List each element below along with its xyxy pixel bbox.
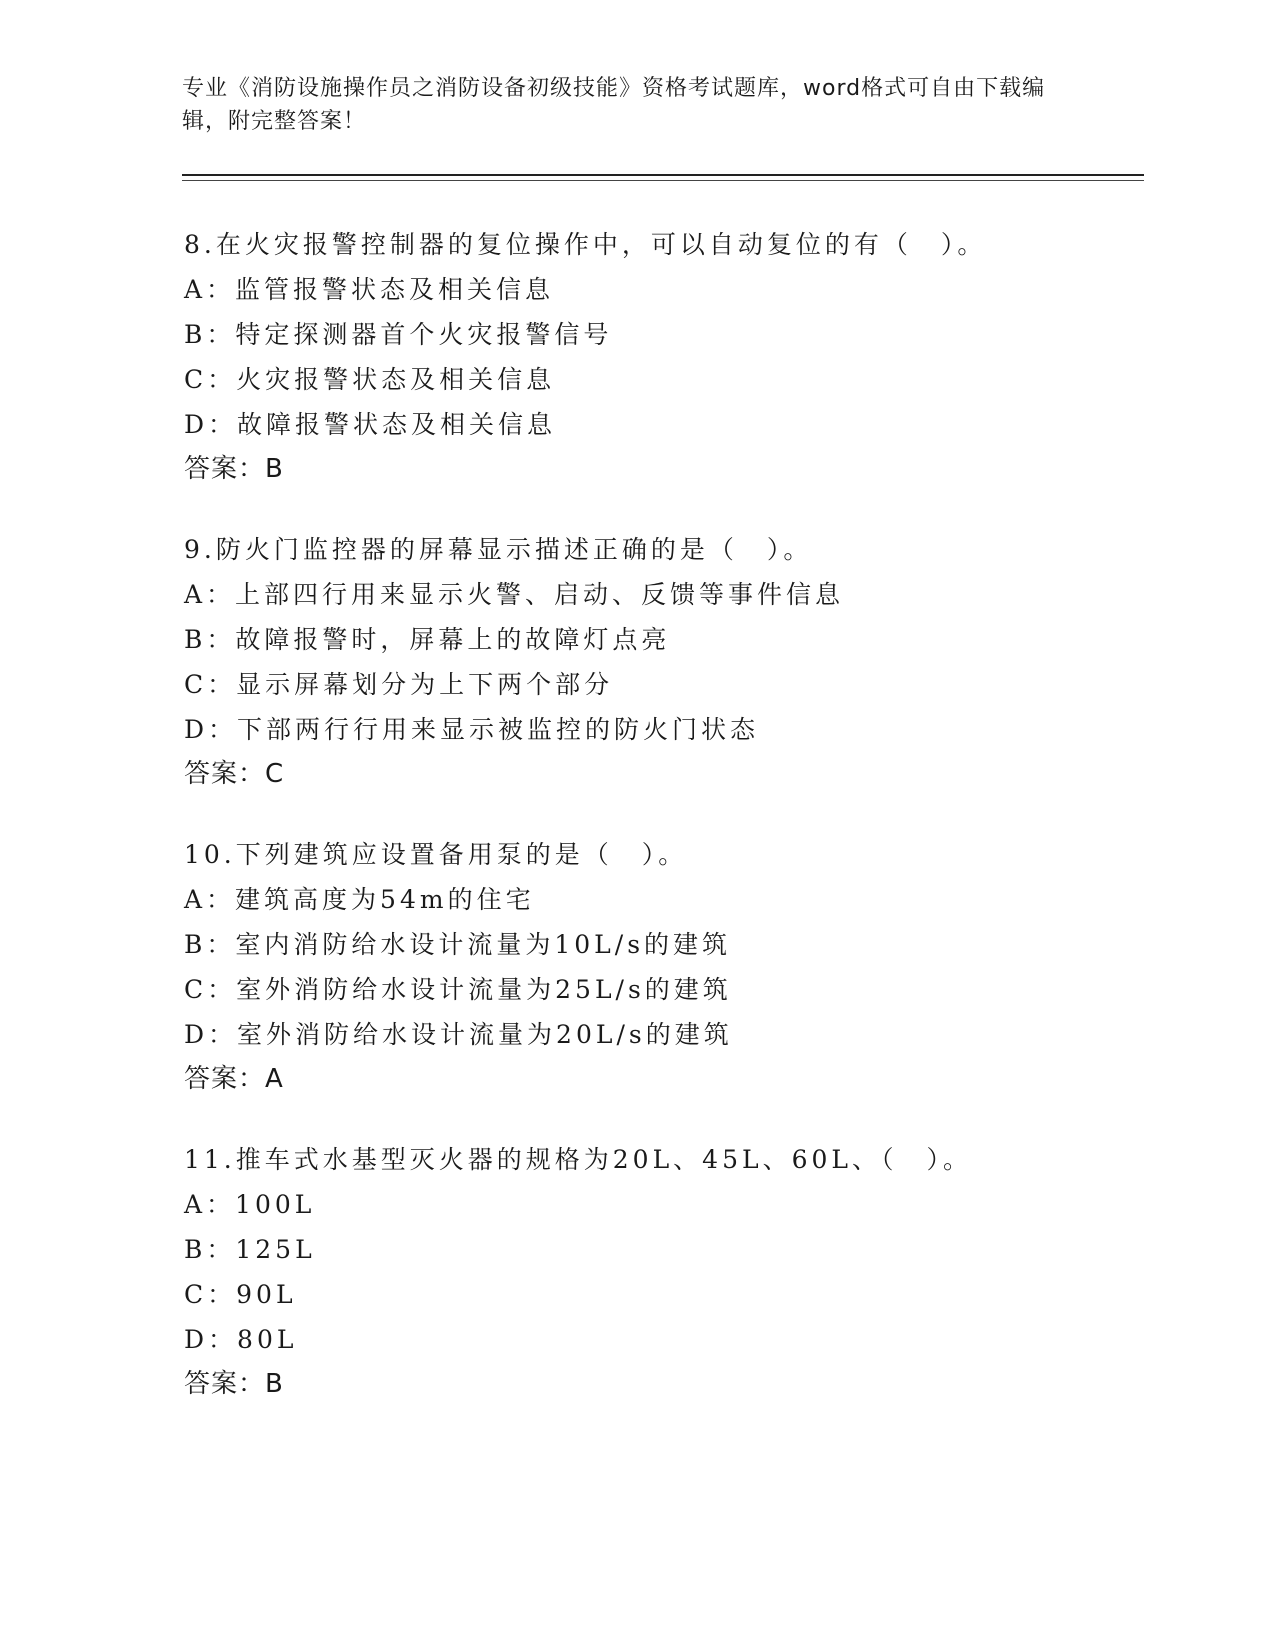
option-c: C：90L (184, 1280, 297, 1309)
option-b: B：室内消防给水设计流量为10L/s的建筑 (184, 930, 732, 959)
option-c: C：火灾报警状态及相关信息 (184, 365, 556, 394)
option-b: B：特定探测器首个火灾报警信号 (184, 320, 613, 349)
answer: 答案：B (184, 1369, 284, 1399)
option-d: D：故障报警状态及相关信息 (184, 410, 557, 439)
header-divider (182, 174, 1144, 176)
option-a: A：上部四行用来显示火警、启动、反馈等事件信息 (184, 580, 845, 609)
option-d: D：下部两行行用来显示被监控的防火门状态 (184, 715, 760, 744)
document-intro: 专业《消防设施操作员之消防设备初级技能》资格考试题库，word格式可自由下载编辑，附完整答案！ (182, 76, 1046, 134)
question-stem: 9.防火门监控器的屏幕显示描述正确的是（ ）。 (184, 535, 813, 564)
header-divider-thin (182, 180, 1144, 181)
question-8 (184, 222, 1144, 492)
question-stem: 10.下列建筑应设置备用泵的是（ ）。 (184, 840, 688, 869)
question-stem: 8.在火灾报警控制器的复位操作中，可以自动复位的有（ ）。 (184, 230, 987, 259)
option-c: C：显示屏幕划分为上下两个部分 (184, 670, 614, 699)
option-a: A：建筑高度为54m的住宅 (184, 885, 535, 914)
option-b: B：故障报警时，屏幕上的故障灯点亮 (184, 625, 671, 654)
question-11 (184, 1137, 1144, 1407)
question-9 (184, 527, 1144, 797)
question-10 (184, 832, 1144, 1102)
option-a: A：监管报警状态及相关信息 (184, 275, 555, 304)
option-b: B：125L (184, 1235, 316, 1264)
option-d: D：80L (184, 1325, 298, 1354)
question-stem: 11.推车式水基型灭火器的规格为20L、45L、60L、（ ）。 (184, 1145, 972, 1174)
answer: 答案：C (184, 759, 285, 789)
option-c: C：室外消防给水设计流量为25L/s的建筑 (184, 975, 732, 1004)
option-a: A：100L (184, 1190, 316, 1219)
answer: 答案：A (184, 1064, 284, 1094)
option-d: D：室外消防给水设计流量为20L/s的建筑 (184, 1020, 733, 1049)
answer: 答案：B (184, 454, 284, 484)
